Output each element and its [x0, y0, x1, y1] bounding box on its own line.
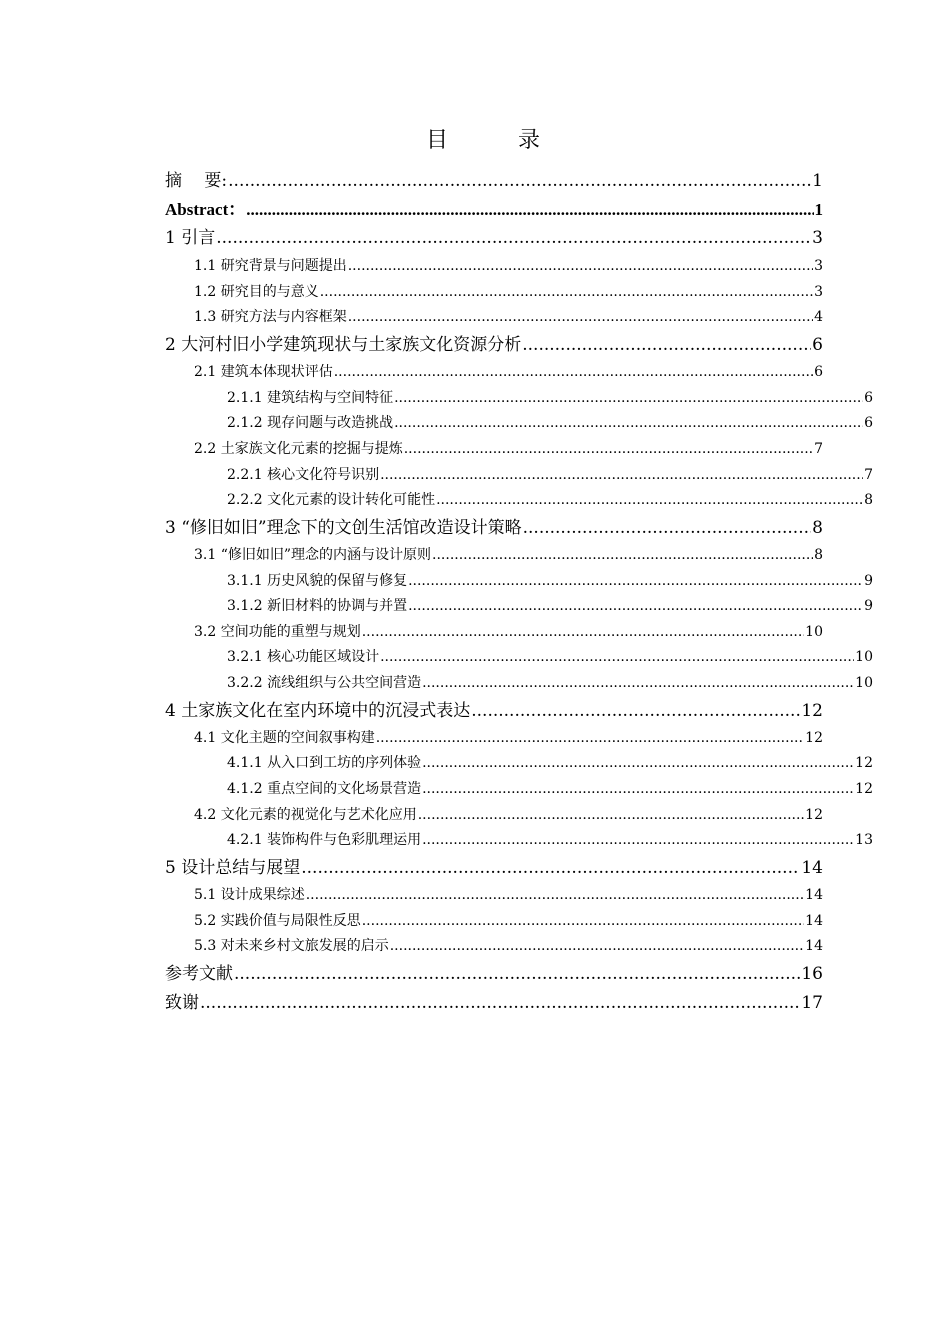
toc-entry[interactable] [227, 596, 873, 616]
toc-entry-label: 1.1 研究背景与问题提出 [194, 258, 347, 274]
dot-leader [422, 830, 854, 850]
toc-entry[interactable] [165, 169, 823, 193]
toc-entry-label: 2 大河村旧小学建筑现状与土家族文化资源分析 [165, 335, 522, 355]
dot-leader [376, 728, 804, 748]
toc-entry[interactable] [165, 962, 823, 986]
toc-entry[interactable] [165, 991, 823, 1015]
toc-entry[interactable] [194, 805, 823, 825]
dot-leader [348, 256, 813, 276]
toc-entry[interactable] [194, 545, 823, 565]
dot-leader [394, 388, 863, 408]
dot-leader [432, 545, 813, 565]
dot-leader [390, 936, 804, 956]
toc-entry-page: 12 [801, 701, 823, 721]
toc-entry[interactable] [165, 333, 823, 357]
toc-entry-page: 6 [864, 415, 873, 431]
toc-entry-page: 10 [805, 624, 823, 640]
toc-entry-page: 9 [864, 573, 873, 589]
toc-entry-page: 12 [805, 730, 823, 746]
toc-entry[interactable] [194, 728, 823, 748]
toc-entry[interactable] [165, 198, 823, 222]
toc-title: 目 录 [425, 128, 564, 153]
toc-entry-label: 2.1 建筑本体现状评估 [194, 364, 333, 380]
toc-entry-label: Abstract： [165, 200, 246, 219]
toc-entry-label: 3.2.1 核心功能区域设计 [227, 649, 380, 665]
toc-entry-page: 4 [814, 309, 823, 325]
toc-entry[interactable] [194, 256, 823, 276]
toc-entry-page: 13 [855, 832, 873, 848]
dot-leader [380, 647, 854, 667]
toc-entry[interactable] [165, 226, 823, 250]
toc-entry-label: 2.1.2 现存问题与改造挑战 [227, 415, 394, 431]
toc-entry-label: 1 引言 [165, 228, 216, 248]
toc-entry[interactable] [227, 388, 873, 408]
toc-entry-label: 致谢 [165, 993, 199, 1013]
toc-entry[interactable] [194, 936, 823, 956]
dot-leader [522, 333, 811, 357]
toc-entry-page: 3 [812, 228, 823, 248]
toc-entry-label: 3.2.2 流线组织与公共空间营造 [227, 675, 422, 691]
toc-entry[interactable] [194, 362, 823, 382]
toc-entry-page: 6 [812, 335, 823, 355]
toc-entry[interactable] [227, 779, 873, 799]
toc-entry[interactable] [227, 490, 873, 510]
toc-entry-label: 参考文献 [165, 964, 233, 984]
toc-entry[interactable] [227, 647, 873, 667]
dot-leader [394, 413, 863, 433]
toc-entry-label: 5 设计总结与展望 [165, 858, 301, 878]
dot-leader [404, 439, 813, 459]
toc-entry[interactable] [227, 673, 873, 693]
dot-leader [418, 805, 804, 825]
toc-entry[interactable] [194, 439, 823, 459]
toc-entry-label: 3.1.2 新旧材料的协调与并置 [227, 598, 408, 614]
dot-leader [408, 571, 863, 591]
toc-entry[interactable] [227, 753, 873, 773]
toc-entry-page: 10 [855, 649, 873, 665]
toc-entry-label: 4.2 文化元素的视觉化与艺术化应用 [194, 807, 417, 823]
toc-entry-label: 3.1.1 历史风貌的保留与修复 [227, 573, 408, 589]
toc-entry-page: 12 [805, 807, 823, 823]
toc-entry-label: 摘 要: [165, 171, 228, 191]
toc-entry-label: 1.3 研究方法与内容框架 [194, 309, 347, 325]
toc-entry-page: 1 [814, 200, 823, 219]
toc-entry-page: 10 [855, 675, 873, 691]
toc-entry[interactable] [227, 465, 873, 485]
toc-entry-page: 6 [814, 364, 823, 380]
toc-entry[interactable] [165, 856, 823, 880]
toc-entry-label: 3.1 “修旧如旧”理念的内涵与设计原则 [194, 547, 432, 563]
dot-leader [334, 362, 813, 382]
toc-entry-page: 8 [812, 518, 823, 538]
toc-entry-page: 3 [814, 258, 823, 274]
toc-entry-page: 3 [814, 284, 823, 300]
toc-entry-page: 14 [805, 913, 823, 929]
toc-entry[interactable] [194, 885, 823, 905]
toc-entry-label: 3 “修旧如旧”理念下的文创生活馆改造设计策略 [165, 518, 522, 538]
dot-leader [436, 490, 863, 510]
toc-entry-page: 7 [864, 467, 873, 483]
toc-entry-label: 5.3 对未来乡村文旅发展的启示 [194, 938, 389, 954]
dot-leader [408, 596, 863, 616]
dot-leader [422, 753, 854, 773]
dot-leader [362, 622, 804, 642]
toc-entry[interactable] [194, 307, 823, 327]
toc-entry-label: 2.2.2 文化元素的设计转化可能性 [227, 492, 436, 508]
toc-entry-page: 1 [812, 171, 823, 191]
toc-entry-label: 1.2 研究目的与意义 [194, 284, 319, 300]
dot-leader [348, 307, 813, 327]
dot-leader [380, 465, 863, 485]
toc-entry[interactable] [165, 699, 823, 723]
toc-entry-label: 2.2 土家族文化元素的挖掘与提炼 [194, 441, 403, 457]
toc-entry-label: 4.1.2 重点空间的文化场景营造 [227, 781, 422, 797]
toc-entry-page: 12 [855, 781, 873, 797]
dot-leader [246, 198, 813, 222]
toc-entry-page: 9 [864, 598, 873, 614]
toc-entry-label: 4.1.1 从入口到工坊的序列体验 [227, 755, 422, 771]
toc-entry[interactable] [227, 413, 873, 433]
dot-leader [228, 169, 811, 193]
toc-entry-label: 5.2 实践价值与局限性反思 [194, 913, 361, 929]
toc-entry[interactable] [227, 571, 873, 591]
toc-entry-page: 8 [814, 547, 823, 563]
toc-entry-label: 3.2 空间功能的重塑与规划 [194, 624, 361, 640]
toc-entry-label: 2.2.1 核心文化符号识别 [227, 467, 380, 483]
toc-entry[interactable] [165, 516, 823, 540]
dot-leader [362, 911, 804, 931]
toc-entry-page: 8 [864, 492, 873, 508]
toc-entry-page: 17 [801, 993, 823, 1013]
dot-leader [523, 516, 812, 540]
toc-entry-page: 7 [814, 441, 823, 457]
toc-entry-label: 4.1 文化主题的空间叙事构建 [194, 730, 375, 746]
dot-leader [306, 885, 804, 905]
dot-leader [200, 991, 800, 1015]
toc-entry-page: 14 [801, 858, 823, 878]
dot-leader [422, 673, 854, 693]
toc-entry[interactable] [194, 282, 823, 302]
toc-entry[interactable] [194, 911, 823, 931]
toc-entry-page: 14 [805, 887, 823, 903]
dot-leader [234, 962, 800, 986]
dot-leader [301, 856, 800, 880]
toc-entry-page: 6 [864, 390, 873, 406]
toc-entry-page: 14 [805, 938, 823, 954]
toc-entry-label: 4 土家族文化在室内环境中的沉浸式表达 [165, 701, 471, 721]
dot-leader [471, 699, 800, 723]
toc-entry-label: 4.2.1 装饰构件与色彩肌理运用 [227, 832, 422, 848]
toc-entry-page: 16 [801, 964, 823, 984]
toc-entry[interactable] [194, 622, 823, 642]
toc-entry-label: 2.1.1 建筑结构与空间特征 [227, 390, 394, 406]
dot-leader [216, 226, 811, 250]
dot-leader [320, 282, 813, 302]
toc-entry-page: 12 [855, 755, 873, 771]
toc-entry-label: 5.1 设计成果综述 [194, 887, 305, 903]
toc-entry[interactable] [227, 830, 873, 850]
dot-leader [422, 779, 854, 799]
